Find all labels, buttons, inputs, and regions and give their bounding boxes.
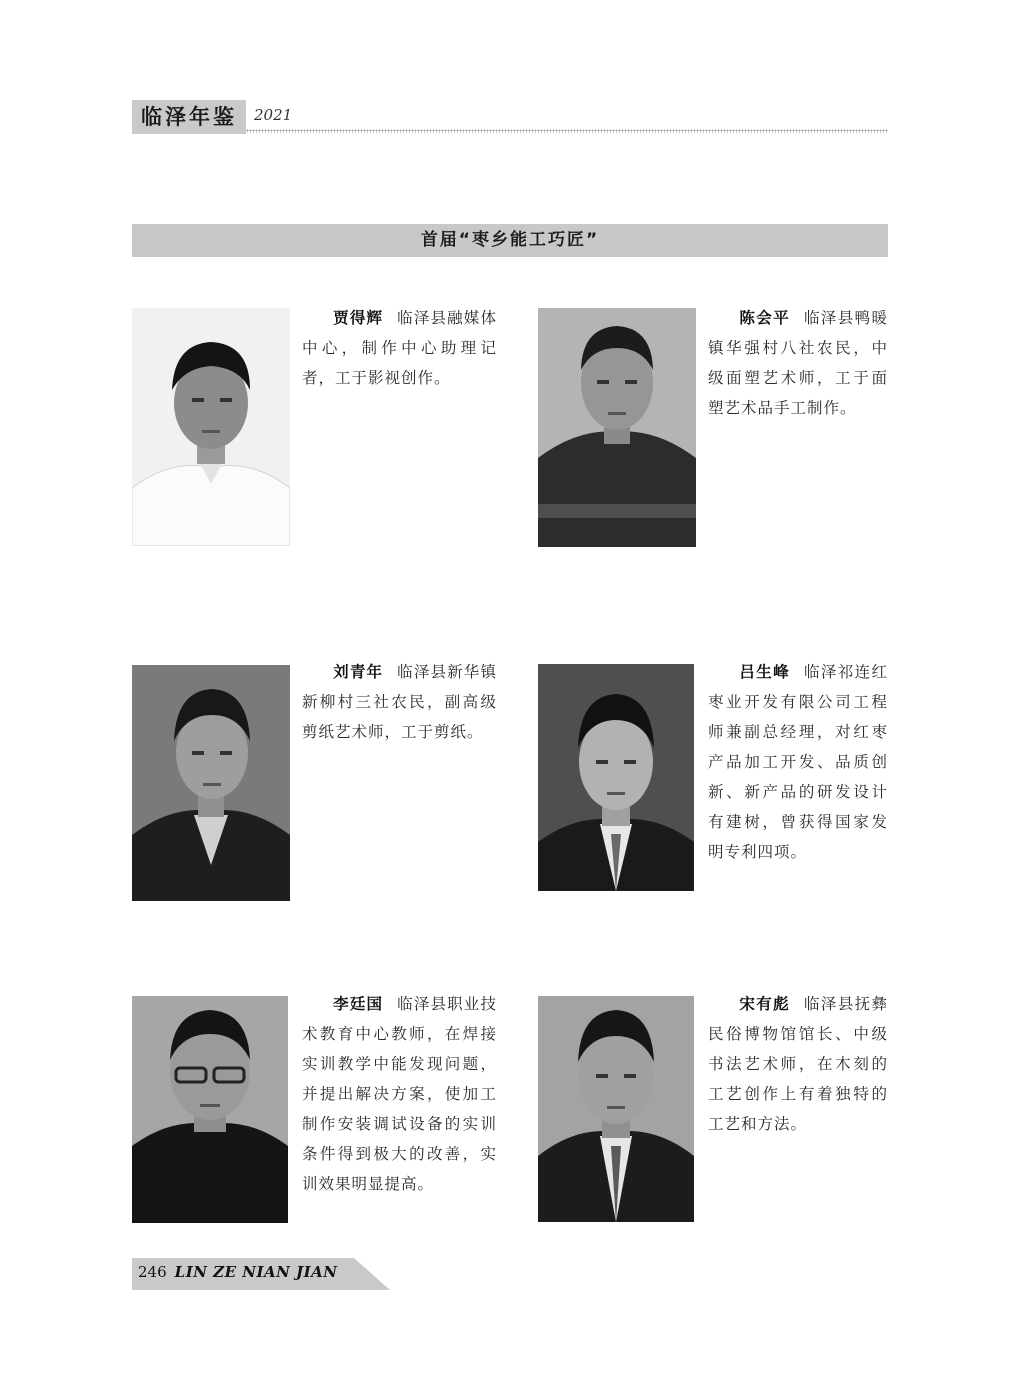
person-name: 吕生峰 <box>739 663 790 681</box>
portrait-photo <box>538 664 694 891</box>
person-name: 贾得辉 <box>333 309 384 327</box>
portrait-photo <box>132 308 290 546</box>
header-dotted-rule <box>246 129 888 133</box>
profile-bio <box>708 657 888 867</box>
book-title: 临泽年鉴 <box>132 100 246 134</box>
profile-bio <box>302 303 497 393</box>
profile-bio <box>708 303 888 423</box>
bio-text: 临泽县融媒体中心，制作中心助理记者，工于影视创作。 <box>302 309 497 387</box>
profile-bio <box>302 989 497 1199</box>
profile-bio <box>708 989 888 1139</box>
footer-title: LIN ZE NIAN JIAN <box>174 1263 338 1281</box>
portrait-photo <box>538 996 694 1222</box>
bio-text: 临泽县鸭暖镇华强村八社农民，中级面塑艺术师，工于面塑艺术品手工制作。 <box>708 309 888 417</box>
person-name: 陈会平 <box>739 309 790 327</box>
page-number: 246 <box>138 1263 167 1281</box>
person-name: 李廷国 <box>333 995 384 1013</box>
bio-text: 临泽县抚彝民俗博物馆馆长、中级书法艺术师，在木刻的工艺创作上有着独特的工艺和方法。 <box>708 995 888 1133</box>
running-header <box>132 100 888 136</box>
bio-text: 临泽县职业技术教育中心教师，在焊接实训教学中能发现问题，并提出解决方案，使加工制作安装调试设备的实训条件得到极大的改善，实训效果明显提高。 <box>302 995 497 1193</box>
bio-text: 临泽祁连红枣业开发有限公司工程师兼副总经理，对红枣产品加工开发、品质创新、新产品的研发设计有建树，曾获得国家发明专利四项。 <box>708 663 888 861</box>
person-name: 宋有彪 <box>739 995 790 1013</box>
person-name: 刘青年 <box>333 663 384 681</box>
bio-text: 临泽县新华镇新柳村三社农民，副高级剪纸艺术师，工于剪纸。 <box>302 663 497 741</box>
header-year: 2021 <box>254 106 293 124</box>
portrait-photo <box>538 308 696 547</box>
page-footer <box>132 1258 392 1290</box>
portrait-photo <box>132 996 288 1223</box>
profile-bio <box>302 657 497 747</box>
section-title: 首届“枣乡能工巧匠” <box>132 224 888 257</box>
portrait-photo <box>132 665 290 901</box>
